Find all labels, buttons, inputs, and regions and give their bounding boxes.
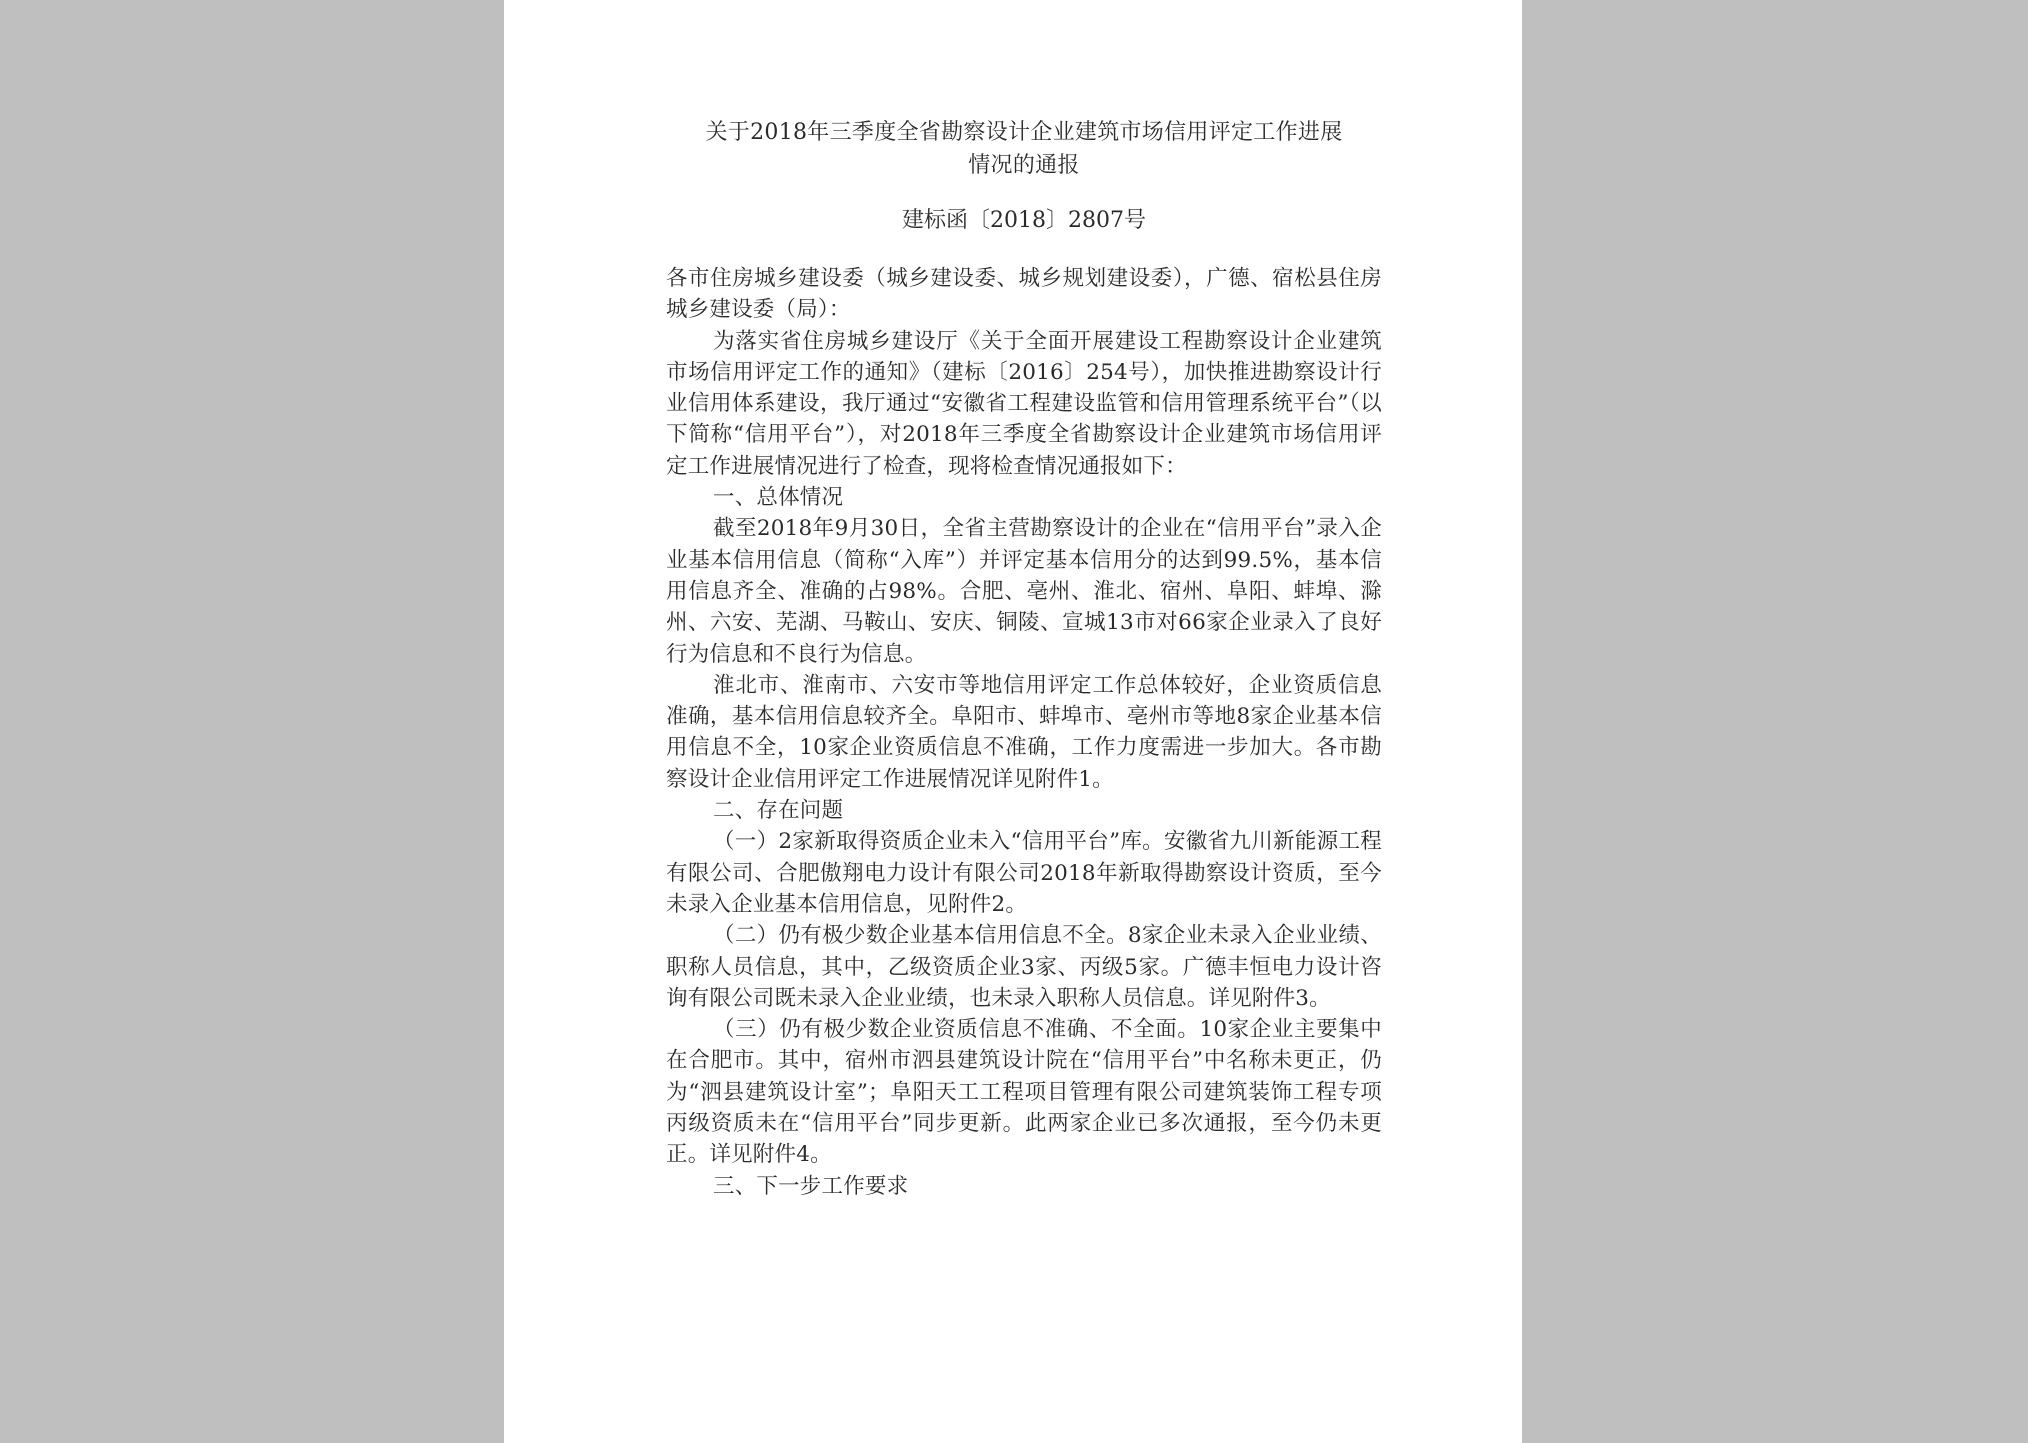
document-title	[666, 116, 1382, 182]
paragraph: 截至2018年9月30日，全省主营勘察设计的企业在“信用平台”录入企业基本信用信息（简称“入库”）并评定基本信用分的达到99.5%，基本信用信息齐全、准确的占98%。合肥、亳州、淮北、宿州、阜阳、蚌埠、滁州、六安、芜湖、马鞍山、安庆、铜陵、宣城13市对66家企业录入了良好行为信息和不良行为信息。	[666, 516, 1382, 667]
paragraph: 淮北市、淮南市、六安市等地信用评定工作总体较好，企业资质信息准确，基本信用信息较齐全。阜阳市、蚌埠市、亳州市等地8家企业基本信用信息不全，10家企业资质信息不准确，工作力度需进一步加大。各市勘察设计企业信用评定工作进展情况详见附件1。	[666, 672, 1382, 792]
paragraph: 二、存在问题	[713, 798, 844, 824]
title-line-1: 关于2018年三季度全省勘察设计企业建筑市场信用评定工作进展	[705, 120, 1343, 145]
title-line-2: 情况的通报	[968, 153, 1080, 178]
paragraph: 为落实省住房城乡建设厅《关于全面开展建设工程勘察设计企业建筑市场信用评定工作的通知》（建标〔2016〕254号），加快推进勘察设计行业信用体系建设，我厅通过“安徽省工程建设监管和信用管理系统平台”（以下简称“信用平台”），对2018年三季度全省勘察设计企业建筑市场信用评定工作进展情况进行了检查，现将检查情况通报如下：	[666, 328, 1382, 479]
paragraph: （二）仍有极少数企业基本信用信息不全。8家企业未录入企业业绩、职称人员信息，其中，乙级资质企业3家、丙级5家。广德丰恒电力设计咨询有限公司既未录入企业业绩，也未录入职称人员信息。详见附件3。	[666, 923, 1382, 1011]
paragraph: （三）仍有极少数企业资质信息不准确、不全面。10家企业主要集中在合肥市。其中，宿州市泗县建筑设计院在“信用平台”中名称未更正，仍为“泗县建筑设计室”；阜阳天工工程项目管理有限公司建筑装饰工程专项丙级资质未在“信用平台”同步更新。此两家企业已多次通报，至今仍未更正。详见附件4。	[666, 1017, 1382, 1168]
paragraph: 三、下一步工作要求	[713, 1173, 909, 1199]
paragraph: （一）2家新取得资质企业未入“信用平台”库。安徽省九川新能源工程有限公司、合肥傲翔电力设计有限公司2018年新取得勘察设计资质，至今未录入企业基本信用信息，见附件2。	[666, 829, 1382, 917]
paragraph: 一、总体情况	[713, 485, 844, 511]
paragraph: 各市住房城乡建设委（城乡建设委、城乡规划建设委），广德、宿松县住房城乡建设委（局）：	[666, 266, 1382, 323]
document-body	[666, 263, 1382, 1202]
document-page	[504, 0, 1522, 1443]
document-content	[666, 116, 1382, 1202]
document-number: 建标函〔2018〕2807号	[902, 208, 1146, 233]
